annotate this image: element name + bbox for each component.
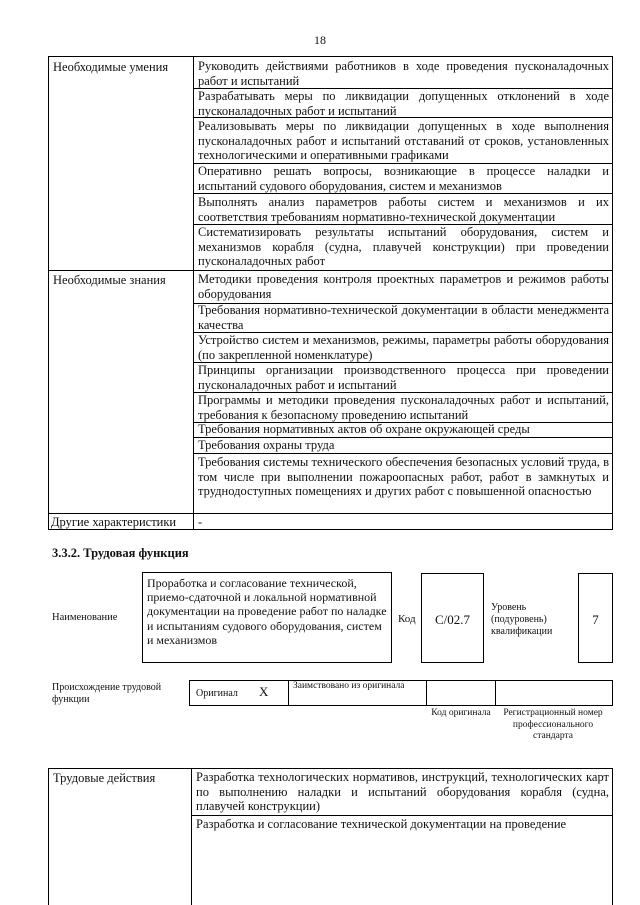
row-divider: [191, 815, 613, 816]
section-title: 3.3.2. Трудовая функция: [52, 546, 189, 560]
knowledge-item: Требования системы технического обеспечения безопасных условий труда, в том числе при выполнении пожароопасных работ, работ в замкнутых и труднодоступных помещениях и других работ с повышенной опасностью: [198, 455, 609, 499]
skill-item: Выполнять анализ параметров работы систем и механизмов и их соответствия требованиям нормативно-технической документации: [198, 195, 609, 224]
knowledge-item: Требования охраны труда: [198, 438, 335, 452]
origin-divider: [288, 680, 289, 706]
knowledge-item: Устройство систем и механизмов, режимы, параметры работы оборудования (по закрепленной номенклатуре): [198, 333, 609, 362]
function-code: C/02.7: [434, 612, 471, 627]
origin-divider: [426, 680, 427, 706]
code-box: [421, 573, 484, 663]
level-value: 7: [592, 612, 599, 627]
action-item: Разработка технологических нормативов, инструкций, технологических карт по выполнению наладки и испытаний оборудования корабля (судна, плавучей конструкции): [196, 770, 609, 814]
row-divider: [193, 453, 613, 454]
original-mark: X: [259, 684, 269, 699]
level-box: [578, 573, 613, 663]
action-item: Разработка и согласование технической документации на проведение: [196, 817, 567, 831]
code-label: Код: [398, 613, 416, 625]
knowledge-label: Необходимые знания: [53, 273, 166, 287]
origin-divider: [495, 680, 496, 706]
skill-item: Реализовывать меры по ликвидации допущенных в ходе выполнения пусконаладочных работ и испытаний отставаний от сроков, установленных технологическими и оперативными графиками: [198, 119, 609, 163]
column-divider: [191, 768, 192, 905]
other-characteristics-label: Другие характеристики: [51, 515, 177, 529]
group-divider: [48, 270, 613, 271]
page-number: 18: [314, 33, 326, 47]
actions-label: Трудовые действия: [53, 771, 156, 785]
other-characteristics-value: -: [198, 515, 203, 529]
skills-label: Необходимые умения: [53, 60, 169, 74]
group-divider: [48, 513, 613, 514]
skill-item: Разрабатывать меры по ликвидации допущенных отклонений в ходе пусконаладочных работ и испытаний: [198, 89, 609, 118]
skill-item: Систематизировать результаты испытаний оборудования, систем и механизмов корабля (судна, плавучей конструкции) при проведении пусконаладочных работ: [198, 225, 609, 269]
code-caption: Код оригинала: [431, 708, 491, 718]
knowledge-item: Методики проведения контроля проектных параметров и режимов работы оборудования: [198, 272, 609, 301]
knowledge-item: Требования нормативно-технической документации в области менеджмента качества: [198, 303, 609, 332]
reg-number-caption: Регистрационный номер профессионального стандарта: [503, 708, 603, 741]
knowledge-item: Принципы организации производственного процесса при проведении пусконаладочных работ и испытаний: [198, 363, 609, 392]
level-label: Уровень (подуровень) квалификации: [491, 602, 553, 637]
knowledge-item: Требования нормативных актов об охране окружающей среды: [198, 422, 530, 436]
name-label: Наименование: [52, 612, 118, 623]
function-name: Проработка и согласование технической, приемо-сдаточной и локальной нормативной документации на проведение работ по наладке и испытаниям судового оборудования, систем и механизмов: [147, 576, 387, 647]
column-divider: [193, 56, 194, 530]
original-label: Оригинал: [196, 688, 238, 699]
name-box: [142, 572, 392, 663]
origin-label: Происхождение трудовой функции: [52, 682, 162, 705]
skill-item: Оперативно решать вопросы, возникающие в процессе наладки и испытаний судового оборудования, систем и механизмов: [198, 164, 609, 193]
borrowed-label: Заимствовано из оригинала: [293, 681, 405, 691]
knowledge-item: Программы и методики проведения пусконаладочных работ и испытаний, требования к безопасному проведению испытаний: [198, 393, 609, 422]
skill-item: Руководить действиями работников в ходе проведения пусконаладочных работ и испытаний: [198, 59, 609, 88]
